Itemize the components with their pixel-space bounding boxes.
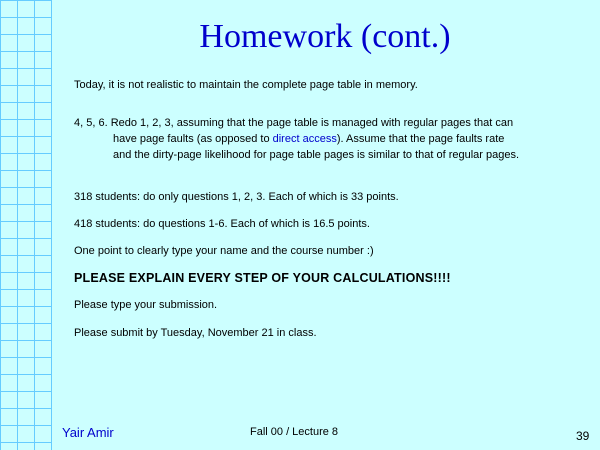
- direct-access-link[interactable]: direct access: [272, 133, 337, 145]
- page-number: 39: [576, 429, 590, 443]
- type-submission-text: Please type your submission.: [74, 299, 218, 311]
- grid-edge-line: [51, 0, 52, 450]
- question-line-2: [74, 131, 579, 147]
- submit-by-text: Please submit by Tuesday, November 21 in class.: [74, 327, 317, 339]
- name-point-text: One point to clearly type your name and the course number :): [74, 245, 374, 257]
- students-318-text: 318 students: do only questions 1, 2, 3. Each of which is 33 points.: [74, 191, 399, 203]
- intro-text: Today, it is not realistic to maintain the complete page table in memory.: [74, 79, 418, 91]
- students-418-text: 418 students: do questions 1-6. Each of which is 16.5 points.: [74, 218, 370, 230]
- explain-heading: PLEASE EXPLAIN EVERY STEP OF YOUR CALCULATIONS!!!!: [74, 271, 451, 285]
- slide-body: [74, 77, 579, 341]
- slide-title: Homework (cont.): [199, 18, 451, 55]
- footer-lecture: Fall 00 / Lecture 8: [250, 426, 339, 438]
- question-line-2-before: have page faults (as opposed to: [113, 133, 273, 145]
- question-line-2-after: ). Assume that the page faults rate: [336, 133, 505, 145]
- decorative-grid: [0, 0, 51, 450]
- footer-author: Yair Amir: [62, 425, 114, 440]
- question-item: [74, 115, 579, 163]
- question-line-1: 4, 5, 6. Redo 1, 2, 3, assuming that the page table is managed with regular pages that can: [74, 117, 514, 129]
- question-line-3: and the dirty-page likelihood for page table pages is similar to that of regular pages.: [113, 149, 520, 161]
